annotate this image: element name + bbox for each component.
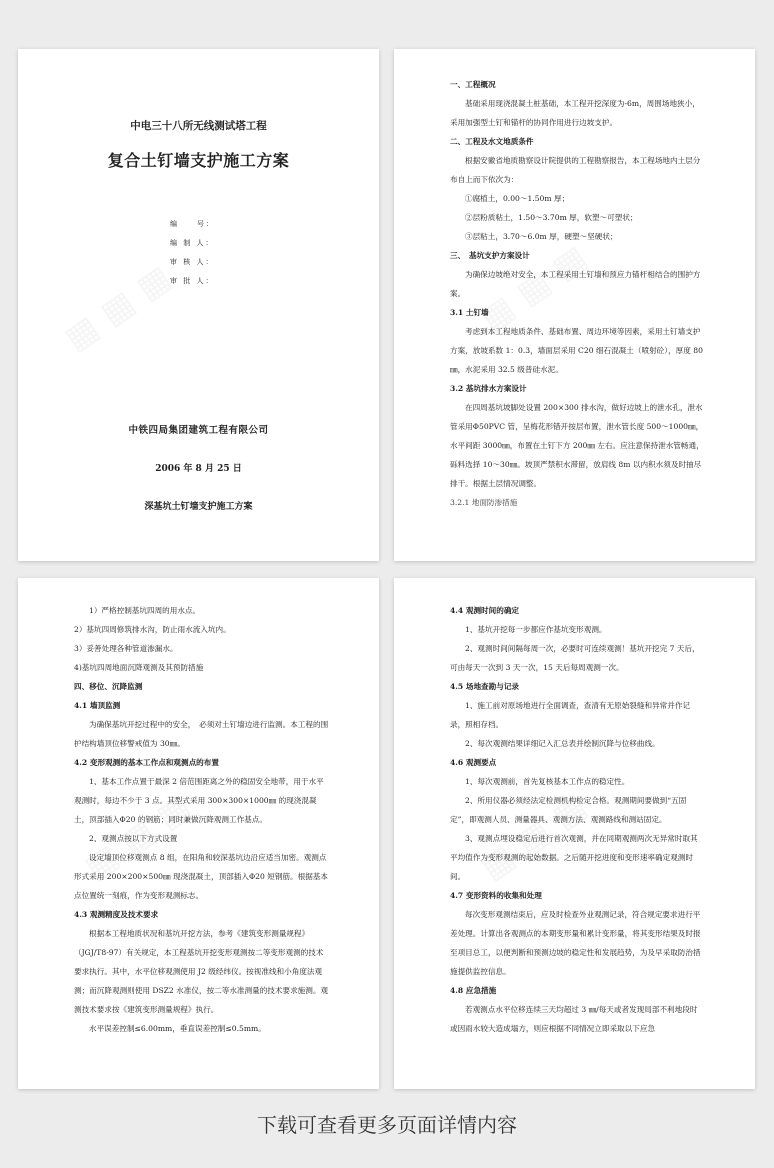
section-heading: 4.4 观测时间的确定 <box>450 606 520 615</box>
paragraph: 设定墙顶位移观测点 8 组，在阳角和较深基坑边沿应适当加密。观测点形式采用 200×200×500㎜ 现浇混凝土，顶部插入Φ20 短钢筋。根据基本点位置统一刻痕，作为变形观测标志。 <box>74 853 328 900</box>
document-date: 2006 年 8 月 25 日 <box>155 464 242 474</box>
paragraph: 1、基坑开挖每一步都应作基坑变形观测。 <box>465 625 607 634</box>
paragraph: 为确保边坡绝对安全，本工程采用土钉墙和预应力锚杆相结合的围护方案。 <box>450 270 701 298</box>
paragraph: ②层粉质粘土，1.50～3.70m 厚，软塑～可塑状； <box>465 213 638 222</box>
paragraph: 1、基本工作点置于最深 2 倍范围距离之外的稳固安全地带，用于水平观测时，每边不少于 3 点。其型式采用 300×300×1000㎜ 的现浇混凝土，顶部插入Φ20 的钢筋；同时兼做沉降观测工作基点。 <box>74 777 324 824</box>
paragraph: 3）妥善处理各种管道渗漏水。 <box>74 644 178 653</box>
section-heading: 一、工程概况 <box>450 80 496 89</box>
section-heading: 二、工程及水文地质条件 <box>450 137 534 146</box>
paragraph: 2、每次观测结果详细记入汇总表并绘制沉降与位移曲线。 <box>465 739 660 748</box>
paragraph: 2）基坑四周修筑排水沟，防止雨水流入坑内。 <box>74 625 231 634</box>
paragraph: 3.2.1 地面防渗措施 <box>450 498 518 507</box>
paragraph: 3、观测点埋设稳定后进行首次观测，并在同期观测两次无异常时取其平均值作为变形观测的起始数据。之后随开挖进度和变形速率确定观测时间。 <box>450 834 698 881</box>
field-number: 编 号： <box>170 220 215 228</box>
paragraph: 2、所用仪器必须经法定检测机构检定合格。观测期间要做到“五固定”，即观测人员、测量器具、观测方法、观测路线和测站固定。 <box>450 796 687 824</box>
page-4-content <box>450 601 705 1038</box>
paragraph: 若观测点水平位移连续三天均超过 3 ㎜/每天或者发现局部不利地段时或因雨水较大造成塌方，则应根据不同情况立即采取以下应急 <box>450 1005 698 1033</box>
paragraph: ①腐植土，0.00～1.50m 厚； <box>465 194 570 203</box>
paragraph: 基础采用现浇混凝土桩基础，本工程开挖深度为-6m，周围场地狭小，采用加强型土钉和锚杆的协同作用进行边坡支护。 <box>450 99 700 127</box>
paragraph: 2、观测时间间隔每周一次，必要时可连续观测！基坑开挖完 7 天后，可由每天一次到 3 天一次，15 天后每周观测一次。 <box>450 644 700 672</box>
document-page-4 <box>394 578 755 1089</box>
signature-fields <box>170 215 215 291</box>
cover-footer-title: 深基坑土钉墙支护施工方案 <box>144 502 253 512</box>
section-heading: 4.2 变形观测的基本工作点和观测点的布置 <box>74 758 219 767</box>
section-heading: 4.8 应急措施 <box>450 986 497 995</box>
document-title: 复合土钉墙支护施工方案 <box>107 151 290 170</box>
company-name: 中铁四局集团建筑工程有限公司 <box>128 425 269 436</box>
watermark <box>63 266 172 350</box>
document-page-2 <box>394 49 755 561</box>
section-heading: 4.5 场地查勘与记录 <box>450 682 520 691</box>
paragraph: 4)基坑四周地面沉降观测及其预防措施 <box>74 663 204 672</box>
field-approver: 审 批 人： <box>170 277 215 285</box>
field-author: 编 制 人： <box>170 239 215 247</box>
section-heading: 3.1 土钉墙 <box>450 308 489 317</box>
paragraph: 根据安徽省地质勘察设计院提供的工程勘察报告，本工程场地内土层分布自上而下依次为： <box>450 156 701 184</box>
download-prompt[interactable]: 下载可查看更多页面详情内容 <box>257 1113 517 1137</box>
paragraph: 考虑到本工程地质条件、基础布置、周边环境等因素，采用土钉墙支护方案，放坡系数 1：0.3，墙面层采用 C20 细石混凝土（喷射砼），厚度 80㎜，水泥采用 32.5 级普硅水泥。 <box>450 327 703 374</box>
paragraph: 根据本工程地质状况和基坑开挖方法，参考《建筑变形测量规程》（JGJ/T8-97）有关规定，本工程基坑开挖变形观测按二等变形观测的技术要求执行。其中，水平位移观测使用 J2 级经纬仪。按视准线和小角度法观测；而沉降观测则使用 DSZ2 水准仪，按二等水准测量的技术要求施测。观测技术要求按《建筑变形测量规程》执行。 <box>74 929 329 1014</box>
section-heading: 3.2 基坑排水方案设计 <box>450 384 527 393</box>
paragraph: ③层粘土，3.70～6.0m 厚，硬塑～坚硬状； <box>465 232 618 241</box>
section-heading: 4.3 观测精度及技术要求 <box>74 910 159 919</box>
paragraph: 水平误差控制≤6.00mm，垂直误差控制≤0.5mm。 <box>89 1024 266 1033</box>
paragraph: 2、观测点按以下方式设置 <box>89 834 178 843</box>
paragraph: 1、施工前对原场地进行全面调查，查清有无原始裂缝和异常并作记录，照相存档。 <box>450 701 691 729</box>
page-2-content <box>450 75 705 512</box>
paragraph: 每次变形观测结束后，应及时检查外业观测记录，符合规定要求进行平差处理。计算出各观测点的本期变形量和累计变形量，将其变形结果及时报至项目总工，以便判断和预测边坡的稳定性和发展趋势，为及早采取防治措施提供监控信息。 <box>450 910 701 976</box>
section-heading: 4.7 变形资料的收集和处理 <box>450 891 542 900</box>
cover-page <box>18 49 379 561</box>
section-heading: 4.6 观测要点 <box>450 758 497 767</box>
project-name: 中电三十八所无线测试塔工程 <box>130 120 267 132</box>
section-heading: 4.1 墙顶监测 <box>74 701 121 710</box>
paragraph: 为确保基坑开挖过程中的安全， 必须对土钉墙边进行监测。本工程的围护结构墙顶位移警戒值为 30㎜。 <box>74 720 329 748</box>
paragraph: 1、每次观测前，首先复核基本工作点的稳定性。 <box>465 777 630 786</box>
page-3-content <box>74 601 329 1038</box>
field-reviewer: 审 核 人： <box>170 258 215 266</box>
paragraph: 1）严格控制基坑四周的用水点。 <box>89 606 201 615</box>
document-page-3 <box>18 578 379 1089</box>
section-heading: 三、 基坑支护方案设计 <box>450 251 530 260</box>
paragraph: 在四周基坑坡脚处设置 200×300 排水沟，做好边坡上的泄水孔，泄水管采用Φ50PVC 管，呈梅花形错开按层布置，泄水管长度 500～1000㎜，水平间距 3000㎜，布置在土钉下方 200㎜ 左右。应注意保持泄水管畅通，砾料选择 10～30㎜。坡顶严禁积水滞留，放肩线 8m 以内积水须及时抽尽排干。根据土层情况调整。 <box>450 403 704 488</box>
section-heading: 四、移位、沉降监测 <box>74 682 143 691</box>
